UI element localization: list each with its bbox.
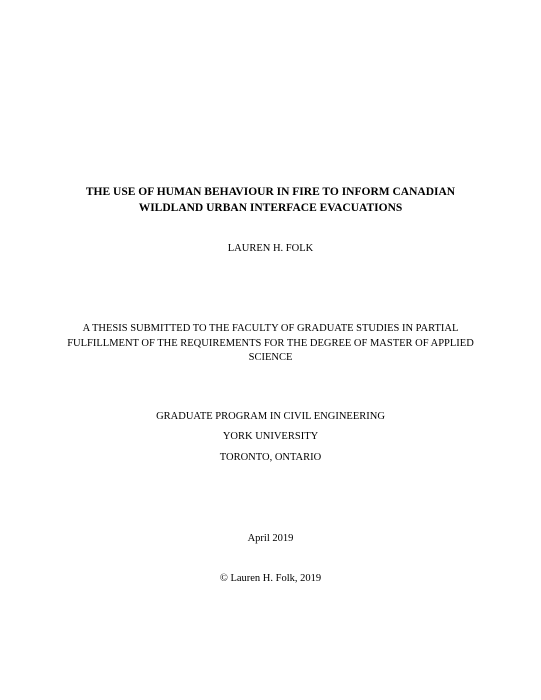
thesis-title-line-1: THE USE OF HUMAN BEHAVIOUR IN FIRE TO INFORM CANADIAN: [85, 186, 456, 198]
submission-date: April 2019: [247, 533, 294, 544]
copyright-notice: © Lauren H. Folk, 2019: [219, 573, 322, 584]
submission-statement-line-2: FULFILLMENT OF THE REQUIREMENTS FOR THE DEGREE OF MASTER OF APPLIED: [67, 338, 474, 349]
thesis-title-line-2: WILDLAND URBAN INTERFACE EVACUATIONS: [138, 202, 403, 214]
submission-statement-line-1: A THESIS SUBMITTED TO THE FACULTY OF GRADUATE STUDIES IN PARTIAL: [82, 323, 459, 334]
university-name: YORK UNIVERSITY: [222, 431, 319, 442]
submission-statement-line-3: SCIENCE: [248, 352, 293, 363]
university-location: TORONTO, ONTARIO: [219, 452, 322, 463]
graduate-program: GRADUATE PROGRAM IN CIVIL ENGINEERING: [156, 411, 385, 422]
author-name: LAUREN H. FOLK: [227, 243, 314, 254]
